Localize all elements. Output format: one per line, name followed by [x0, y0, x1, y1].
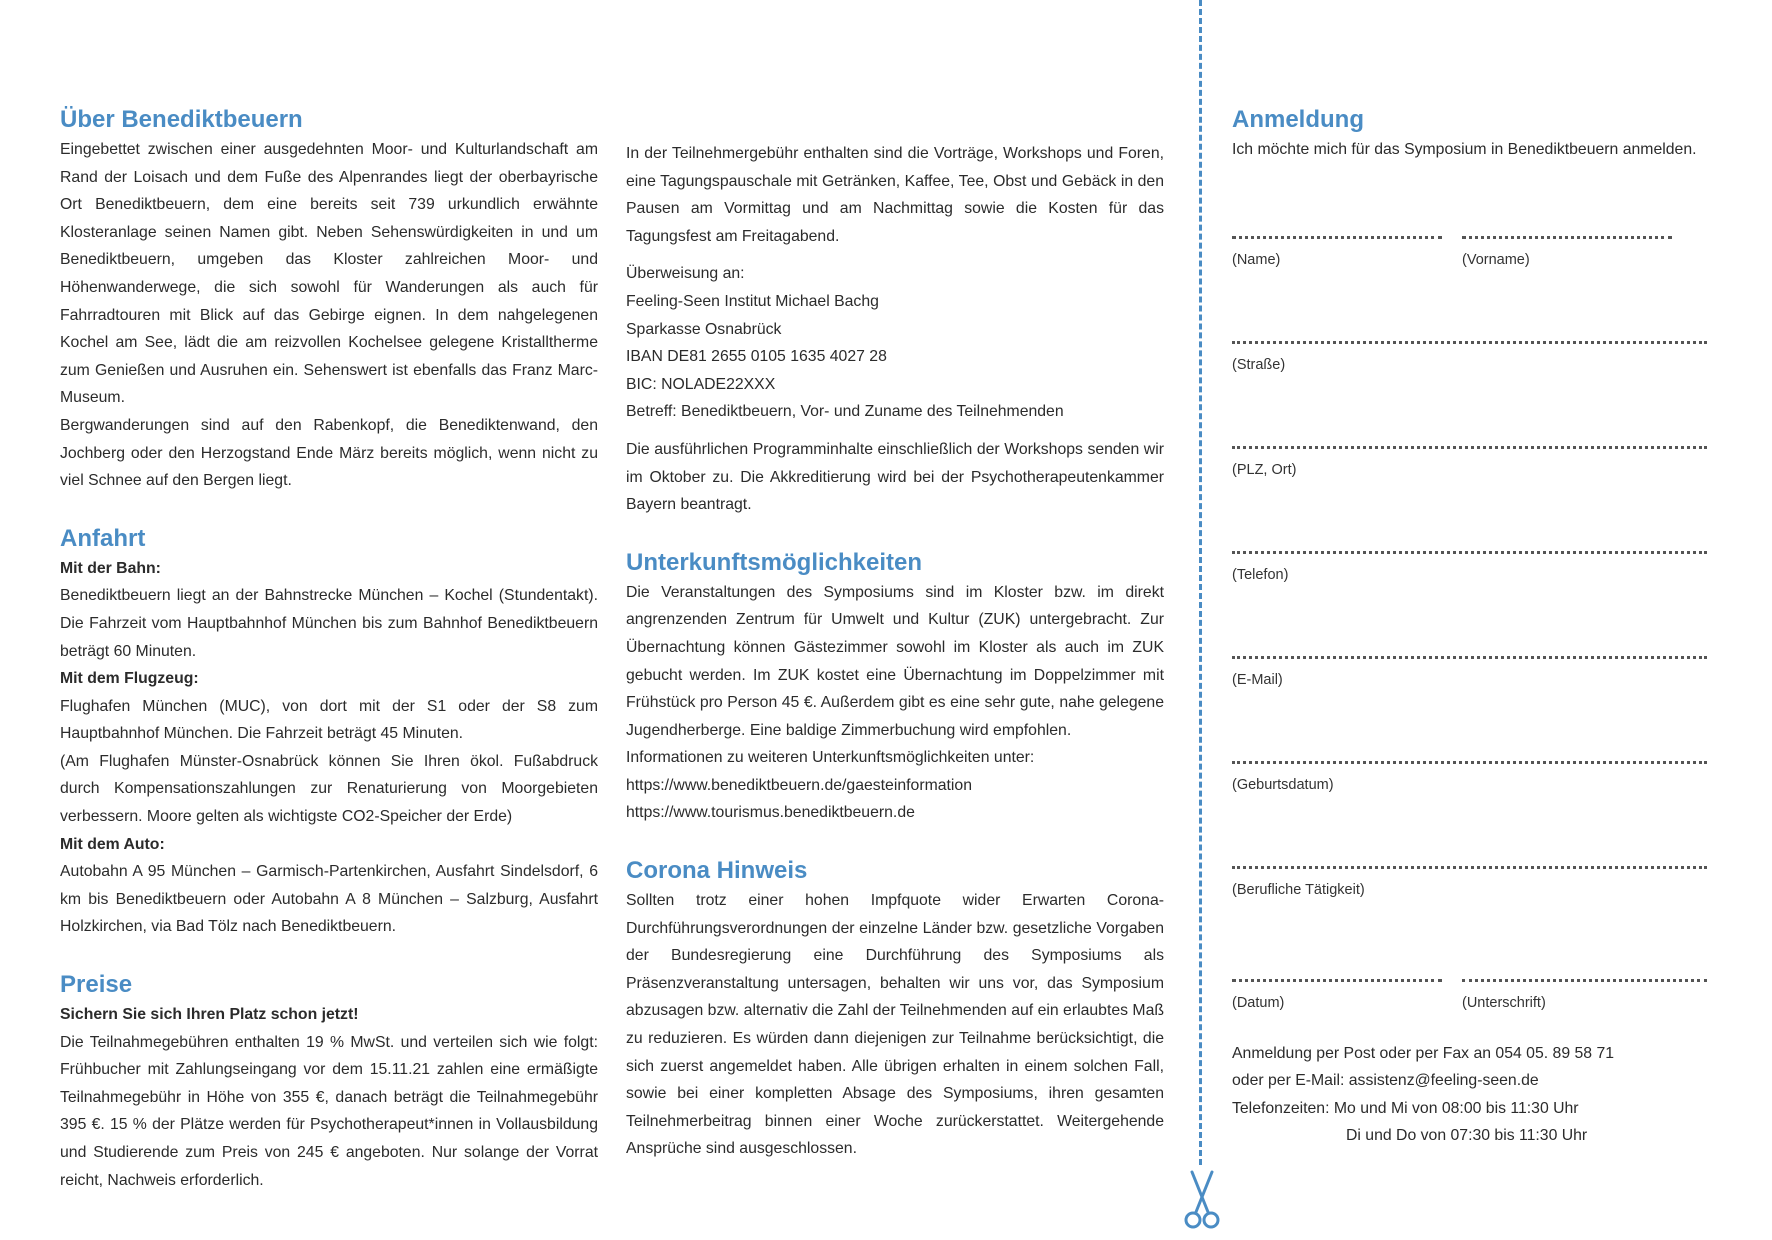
contact-info: [1232, 1040, 1707, 1150]
paragraph-corona: Sollten trotz einer hohen Impfquote wider Erwarten Corona-Durchführungsverordnungen der einzelne Länder bzw. gesetzliche Vorgaben der Bundesregierung eine Durchführung des Symposiums als Präsenzveranstaltung untersagen, behalten wir uns vor, das Symposium abzusagen bzw. alternativ die Zahl der Teilnehmenden auf ein erlaubtes Maß zu reduzieren. Es würden dann diejenigen zur Teilnahme berücksichtigt, die sich zuerst angemeldet haben. Alle übrigen erhalten in einem solchen Fall, sowie bei einer kompletten Absage des Symposiums, ihren gesamten Teilnehmerbeitrag binnen einer Woche zurückerstattet. Weitergehende Ansprüche sind ausgeschlossen.: [626, 892, 1165, 1158]
unterschrift-field[interactable]: [1462, 979, 1707, 1012]
link-tourismus[interactable]: https://www.tourismus.benediktbeuern.de: [626, 804, 915, 822]
paragraph-bahn: Benediktbeuern liegt an der Bahnstrecke München – Kochel (Stundentakt). Die Fahrzeit vom Hauptbahnhof München bis zum Bahnhof Benediktbeuern beträgt 60 Minuten.: [60, 587, 598, 660]
bank-line: BIC: NOLADE22XXX: [626, 375, 776, 393]
column-left: [60, 104, 598, 1194]
heading-preise: Preise: [60, 971, 133, 999]
heading-ueber-benediktbeuern: Über Benediktbeuern: [60, 106, 303, 133]
contact-line: Di und Do von 07:30 bis 11:30 Uhr: [1346, 1127, 1588, 1145]
paragraph-info: Informationen zu weiteren Unterkunftsmöglichkeiten unter:: [626, 749, 1035, 767]
contact-line: Anmeldung per Post oder per Fax an 054 05. 89 58 71: [1232, 1044, 1615, 1062]
datum-field[interactable]: [1232, 979, 1442, 1012]
geburtsdatum-field[interactable]: [1232, 761, 1707, 794]
beruf-label: (Berufliche Tätigkeit): [1232, 881, 1365, 898]
geburtsdatum-label: (Geburtsdatum): [1232, 776, 1334, 793]
strasse-field[interactable]: [1232, 341, 1707, 374]
contact-line: oder per E-Mail: assistenz@feeling-seen.de: [1232, 1072, 1539, 1090]
bank-line: IBAN DE81 2655 0105 1635 4027 28: [626, 348, 887, 366]
datum-label: (Datum): [1232, 994, 1285, 1011]
name-field[interactable]: [1232, 236, 1442, 269]
paragraph-ueber-1: Eingebettet zwischen einer ausgedehnten Moor- und Kulturlandschaft am Rand der Loisach und dem Fuße des Alpenrandes liegt der oberbayrische Ort Benediktbeuern, dem eine bereits seit 739 urkundlich erwähnte Klosteranlage seinen Namen gibt. Neben Sehenswürdigkeiten in und um Benediktbeuern, umgeben das Kloster zahlreichen Moor- und Höhenwanderwege, die sich sowohl für Wanderungen als auch für Fahrradtouren mit Blick auf das Gebirge eignen. In dem nahgelegenen Kochel am See, lädt die am reizvollen Kochelsee gelegene Kristalltherme zum Genießen und Ausruhen ein. Sehenswert ist ebenfalls das Franz Marc-Museum.: [60, 141, 598, 407]
scissors-icon: [1184, 1170, 1220, 1230]
paragraph-auto: Autobahn A 95 München – Garmisch-Partenkirchen, Ausfahrt Sindelsdorf, 6 km bis Benediktbeuern oder Autobahn A 8 München – Salzburg, Ausfahrt Holzkirchen, via Bad Tölz nach Benediktbeuern.: [60, 863, 598, 936]
contact-line: Telefonzeiten: Mo und Mi von 08:00 bis 11:30 Uhr: [1232, 1099, 1579, 1117]
plz-ort-label: (PLZ, Ort): [1232, 461, 1297, 478]
form-title: Anmeldung: [1232, 106, 1364, 133]
unterschrift-label: (Unterschrift): [1462, 994, 1546, 1011]
registration-form: [1232, 104, 1707, 1150]
subhead-bahn: Mit der Bahn:: [60, 559, 161, 577]
form-intro: Ich möchte mich für das Symposium in Benediktbeuern anmelden.: [1232, 141, 1697, 158]
plz-ort-field[interactable]: [1232, 446, 1707, 479]
paragraph-unterkunft: Die Veranstaltungen des Symposiums sind im Kloster bzw. im direkt angrenzenden Zentrum für Umwelt und Kultur (ZUK) untergebracht. Zur Übernachtung können Gästezimmer sowohl im Kloster als auch im ZUK gebucht werden. Im ZUK kostet eine Übernachtung im Doppelzimmer mit Frühstück pro Person 45 €. Außerdem gibt es eine sehr gute, nahe gelegene Jugendherberge. Eine baldige Zimmerbuchung wird empfohlen.: [626, 583, 1164, 739]
bank-line: Überweisung an:: [626, 265, 745, 283]
bank-line: Sparkasse Osnabrück: [626, 320, 782, 338]
paragraph-teilnehmergebuehr: In der Teilnehmergebühr enthalten sind die Vorträge, Workshops und Foren, eine Tagungspauschale mit Getränken, Kaffee, Tee, Obst und Gebäck in den Pausen am Vormittag und am Nachmittag sowie die Kosten für das Tagungsfest am Freitagabend.: [626, 145, 1164, 245]
beruf-field[interactable]: [1232, 866, 1707, 899]
paragraph-preise: Die Teilnahmegebühren enthalten 19 % MwSt. und verteilen sich wie folgt: Frühbucher mit Zahlungseingang vor dem 15.11.21 zahlen eine ermäßigte Teilnahmegebühr in Höhe von 355 €, danach beträgt die Teilnahmegebühr 395 €. 15 % der Plätze werden für Psychotherapeut*innen in Vollausbildung und Studierende zum Preis von 245 € angeboten. Nur solange der Vorrat reicht, Nachweis erforderlich.: [60, 1033, 598, 1189]
heading-corona: Corona Hinweis: [626, 857, 808, 885]
telefon-field[interactable]: [1232, 551, 1707, 584]
paragraph-flug-2: (Am Flughafen Münster-Osnabrück können Sie Ihren ökol. Fußabdruck durch Kompensationszahlungen zur Renaturierung von Moorgebieten verbessern. Moore gelten als wichtigste CO2-Speicher der Erde): [60, 752, 598, 826]
paragraph-flug-1: Flughafen München (MUC), von dort mit der S1 oder der S8 zum Hauptbahnhof München. Die Fahrzeit beträgt 45 Minuten.: [60, 697, 598, 743]
paragraph-ueber-2: Bergwanderungen sind auf den Rabenkopf, die Benediktenwand, den Jochberg oder den Herzogstand Ende März bereits möglich, wenn nicht zu viel Schnee auf den Bergen liegt.: [60, 416, 598, 490]
subhead-flugzeug: Mit dem Flugzeug:: [60, 670, 199, 688]
subhead-preise: Sichern Sie sich Ihren Platz schon jetzt!: [60, 1006, 359, 1024]
cut-line: [1199, 0, 1202, 1165]
bank-details: [626, 260, 1164, 426]
email-field[interactable]: [1232, 656, 1707, 689]
telefon-label: (Telefon): [1232, 566, 1289, 583]
name-label: (Name): [1232, 251, 1281, 268]
heading-unterkunft: Unterkunftsmöglichkeiten: [626, 548, 923, 576]
paragraph-programm: Die ausführlichen Programminhalte einschließlich der Workshops senden wir im Oktober zu. Die Akkreditierung wird bei der Psychotherapeutenkammer Bayern beantragt.: [626, 440, 1164, 514]
bank-line: Feeling-Seen Institut Michael Bachg: [626, 292, 879, 310]
subhead-auto: Mit dem Auto:: [60, 835, 165, 853]
column-middle: [626, 104, 1164, 1163]
bank-line: Betreff: Benediktbeuern, Vor- und Zuname des Teilnehmenden: [626, 403, 1064, 421]
vorname-field[interactable]: [1462, 236, 1672, 269]
strasse-label: (Straße): [1232, 356, 1286, 373]
link-gaesteinformation[interactable]: https://www.benediktbeuern.de/gaesteinformation: [626, 776, 972, 794]
vorname-label: (Vorname): [1462, 251, 1530, 268]
email-label: (E-Mail): [1232, 671, 1283, 688]
heading-anfahrt: Anfahrt: [60, 524, 146, 552]
